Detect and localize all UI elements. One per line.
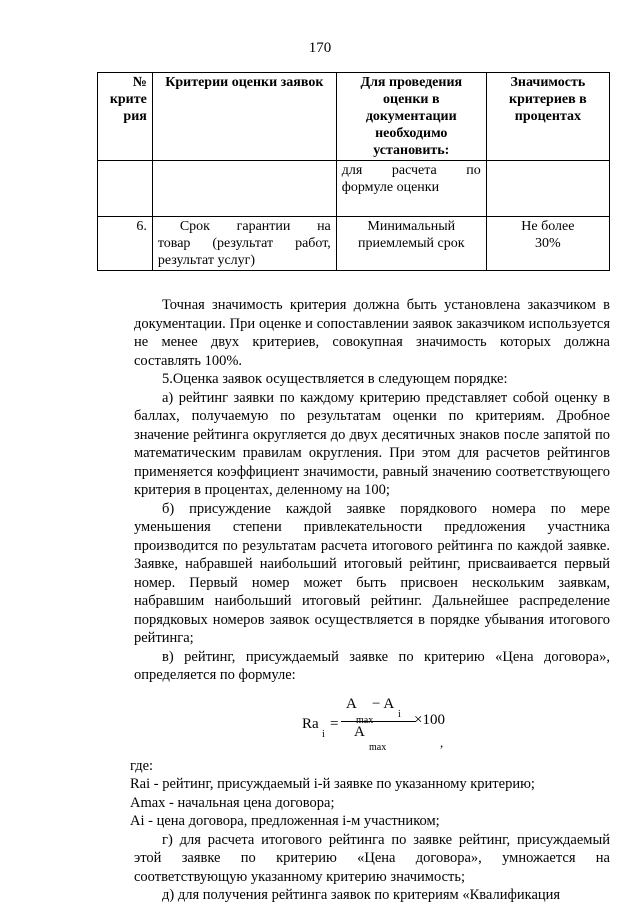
fraction-line [341,721,416,722]
where-label: где: [130,757,154,774]
table-row [98,217,610,271]
note-line: формуле оценки [341,180,440,195]
table-row [98,161,610,217]
criterion-line: результат услуг) [157,253,256,268]
paragraph: Точная значимость критерия должна быть установлена заказчиком в документации. При оценке и сопоставлении заявок заказчиком используется не менее двух критериев, совокупная значимость которых должна составлять 100%. [134,297,610,369]
body-text [130,296,610,905]
formula-den: A [354,723,365,740]
formula-minus-ai: − A [372,695,395,712]
cell-empty [486,161,609,217]
definition: Ai - цена договора, предложенная i-м участником; [130,813,440,829]
formula-den-sub: max [369,741,387,753]
paragraph: 5.Оценка заявок осуществляется в следующем порядке: [162,371,508,387]
definition: Amax - начальная цена договора; [130,794,335,811]
word: на [317,219,331,234]
row-setting: Минимальный приемлемый срок [336,217,486,271]
formula-times: ×100 [414,711,445,728]
row-criterion [152,217,336,271]
word: товар [157,236,191,251]
page-number: 170 [308,40,332,56]
paragraph: д) для получения рейтинга заявок по критериям «Квалификация [162,887,561,903]
paragraph: б) присуждение каждой заявке порядкового номера по мере уменьшения степени привлекательности предложения участника производится по результатам расчета итогового рейтинга по каждой заявке. Заявке, набравшей наибольший итоговый рейтинг, присваивается первый номер. Первый номер может быть присвоен нескольким заявкам, набравшим наибольший итоговый рейтинг. Дальнейшее распределение порядковых номеров заявок осуществляется в порядке убывания итогового рейтинга; [134,500,610,646]
cell-formula-note [336,161,486,217]
formula-minus-sub: i [398,708,401,720]
word: (результат [212,236,274,251]
row-number: 6. [98,217,153,271]
header-criteria: Критерии оценки заявок [152,73,336,161]
formula-eq: = [330,715,339,732]
table-header-row [98,73,610,161]
header-setting: Для проведения оценки в документации необходимо установить: [336,73,486,161]
word: расчета [391,163,437,178]
rating-formula [134,687,610,757]
row-weight [486,217,609,271]
formula-num-a: A [346,695,357,712]
weight-line: Не более [521,219,575,234]
paragraph: а) рейтинг заявки по каждому критерию представляет собой оценку в баллах, получаемую по результатам оценки по критериям. Дробное значение рейтинга округляется до двух десятичных знаков после запятой по математическим правилам округления. При этом для расчетов рейтингов применяется коэффициент значимости, равный значению соответствующего критерия в процентах, деленному на 100; [134,389,610,498]
paragraph: г) для расчета итогового рейтинга по заявке рейтинг, присуждаемый этой заявке по критерию «Цена договора», умножается на соответствующую указанному критерию значимость; [134,831,610,885]
formula-comma: , [440,734,444,750]
word: для [341,163,363,178]
word: работ, [295,236,331,251]
formula-lhs: Ra [302,715,319,732]
cell-empty [98,161,153,217]
header-number: № крите рия [98,73,153,161]
word: по [466,163,481,178]
formula-lhs-sub: i [322,728,325,740]
weight-line: 30% [535,236,561,251]
criteria-table [97,72,610,271]
word: гарантии [236,219,291,234]
paragraph: в) рейтинг, присуждаемый заявке по критерию «Цена договора», определяется по формуле: [134,648,610,683]
cell-empty [152,161,336,217]
header-weight: Значимость критериев в процентах [486,73,609,161]
definition: Rai - рейтинг, присуждаемый i-й заявке по указанному критерию; [130,776,535,792]
word: Срок [179,219,210,234]
